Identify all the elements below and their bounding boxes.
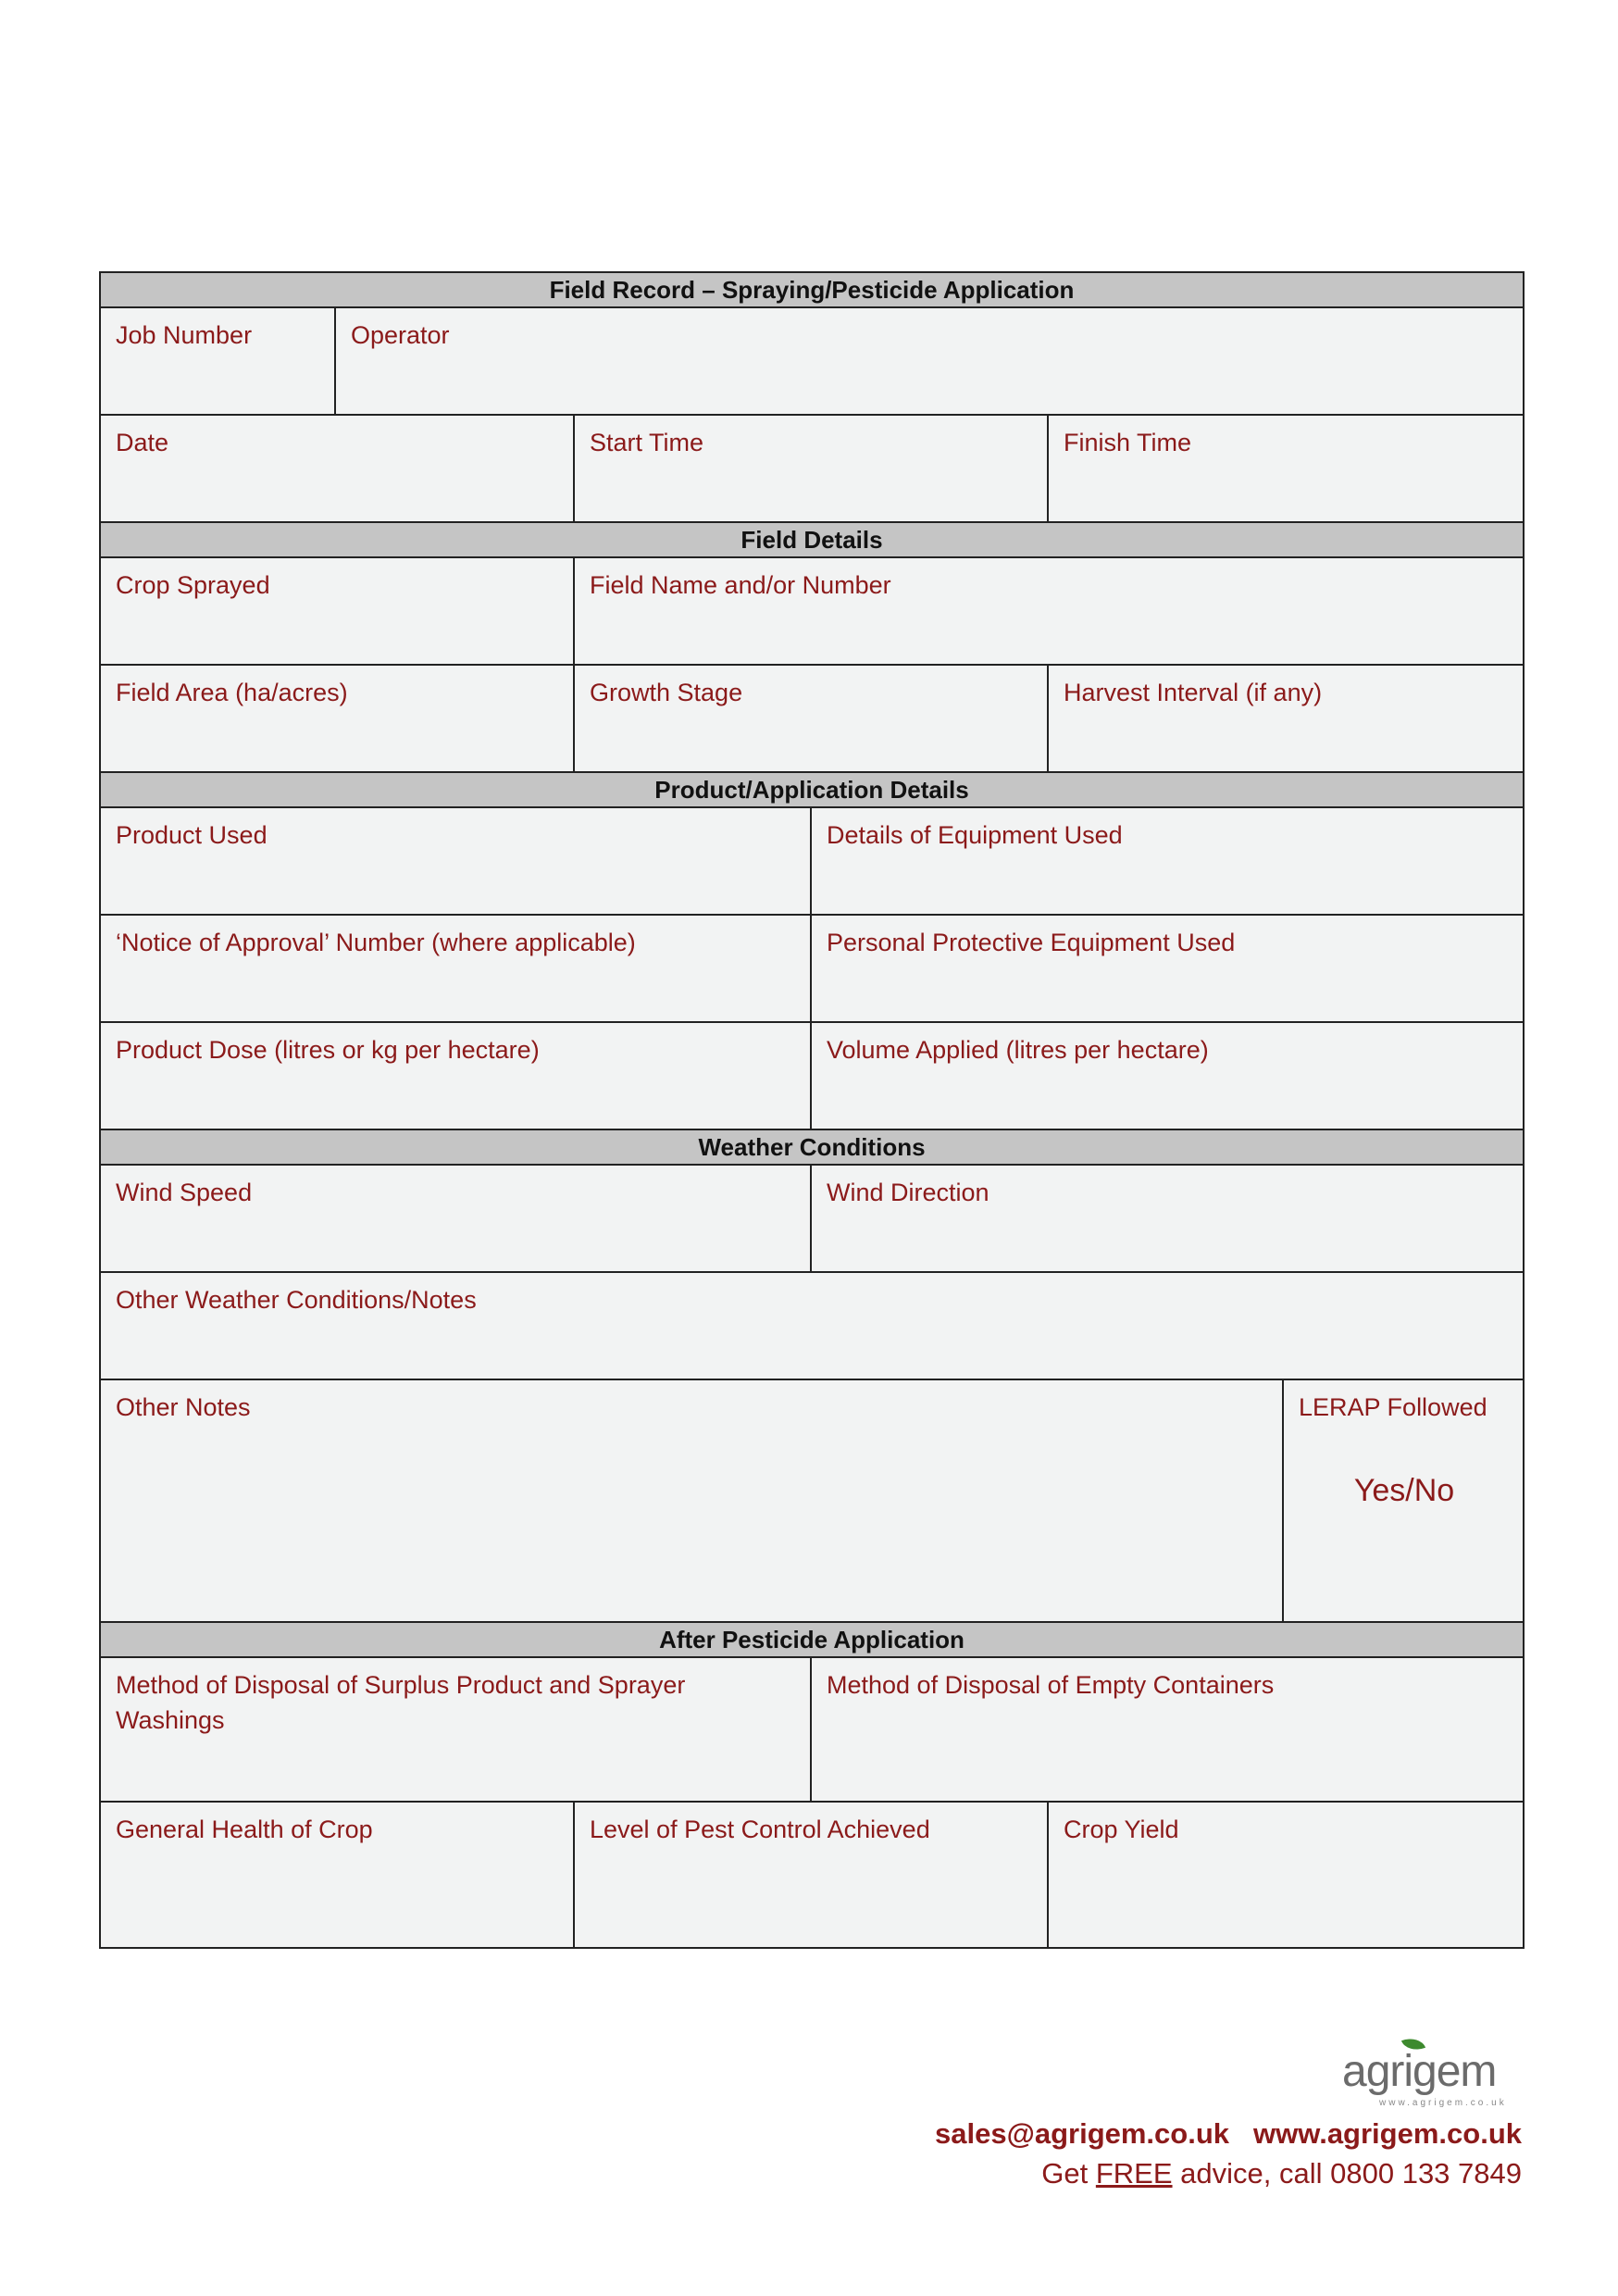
crop-sprayed-field[interactable]: Crop Sprayed: [101, 558, 575, 664]
finish-time-field[interactable]: Finish Time: [1064, 429, 1192, 456]
form-row: [101, 808, 1523, 916]
crop-health-field[interactable]: General Health of Crop: [101, 1803, 575, 1947]
form-row: [101, 1273, 1523, 1380]
pest-control-field[interactable]: Level of Pest Control Achieved: [575, 1803, 1049, 1947]
logo-url-text: www.agrigem.co.uk: [1379, 2098, 1507, 2108]
field-details-heading: Field Details: [101, 523, 1523, 558]
form-row: [101, 1380, 1523, 1623]
operator-field[interactable]: Operator: [351, 321, 450, 349]
form-row: [101, 666, 1523, 773]
form-row: [101, 916, 1523, 1023]
product-dose-field[interactable]: Product Dose (litres or kg per hectare): [101, 1023, 812, 1129]
weather-heading: Weather Conditions: [101, 1130, 1523, 1166]
form-row: [101, 1803, 1523, 1947]
wind-direction-field[interactable]: Wind Direction: [827, 1179, 989, 1206]
volume-applied-field[interactable]: Volume Applied (litres per hectare): [827, 1036, 1209, 1064]
equipment-used-field[interactable]: Details of Equipment Used: [827, 821, 1123, 849]
form-row: [101, 1658, 1523, 1803]
ppe-used-field[interactable]: Personal Protective Equipment Used: [827, 929, 1236, 956]
advice-free: FREE: [1095, 2157, 1173, 2190]
advice-suffix: advice, call 0800 133 7849: [1172, 2157, 1522, 2190]
advice-prefix: Get: [1041, 2157, 1096, 2190]
harvest-interval-field[interactable]: Harvest Interval (if any): [1064, 679, 1323, 706]
crop-yield-field[interactable]: Crop Yield: [1064, 1816, 1179, 1843]
agrigem-logo: [1342, 2037, 1527, 2111]
product-details-heading: Product/Application Details: [101, 773, 1523, 808]
date-field[interactable]: Date: [101, 416, 575, 521]
contact-line: [935, 2117, 1522, 2151]
advice-line: [1041, 2157, 1522, 2190]
form-row: [101, 308, 1523, 416]
form-row: [101, 1023, 1523, 1130]
lerap-field[interactable]: [1284, 1380, 1523, 1621]
growth-stage-field[interactable]: Growth Stage: [575, 666, 1049, 771]
field-record-form: [99, 271, 1525, 1949]
website-link[interactable]: www.agrigem.co.uk: [1253, 2117, 1522, 2150]
lerap-label: LERAP Followed: [1299, 1393, 1487, 1421]
product-used-field[interactable]: Product Used: [101, 808, 812, 914]
notice-of-approval-field[interactable]: ‘Notice of Approval’ Number (where applicable): [101, 916, 812, 1021]
email-link[interactable]: sales@agrigem.co.uk: [935, 2117, 1230, 2150]
other-notes-field[interactable]: Other Notes: [101, 1380, 1284, 1621]
wind-speed-field[interactable]: Wind Speed: [101, 1166, 812, 1271]
form-row: [101, 416, 1523, 523]
disposal-surplus-field[interactable]: Method of Disposal of Surplus Product and Sprayer Washings: [101, 1658, 812, 1801]
field-area-field[interactable]: Field Area (ha/acres): [101, 666, 575, 771]
after-application-heading: After Pesticide Application: [101, 1623, 1523, 1658]
field-name-field[interactable]: Field Name and/or Number: [590, 571, 891, 599]
form-title: Field Record – Spraying/Pesticide Application: [101, 273, 1523, 308]
start-time-field[interactable]: Start Time: [575, 416, 1049, 521]
form-row: [101, 558, 1523, 666]
disposal-containers-field[interactable]: Method of Disposal of Empty Containers: [827, 1671, 1275, 1699]
form-row: [101, 1166, 1523, 1273]
logo-text: agrigem: [1342, 2047, 1497, 2096]
lerap-yes-no[interactable]: Yes/No: [1353, 1473, 1455, 1508]
job-number-field[interactable]: Job Number: [101, 308, 336, 414]
other-weather-field[interactable]: Other Weather Conditions/Notes: [116, 1286, 477, 1314]
